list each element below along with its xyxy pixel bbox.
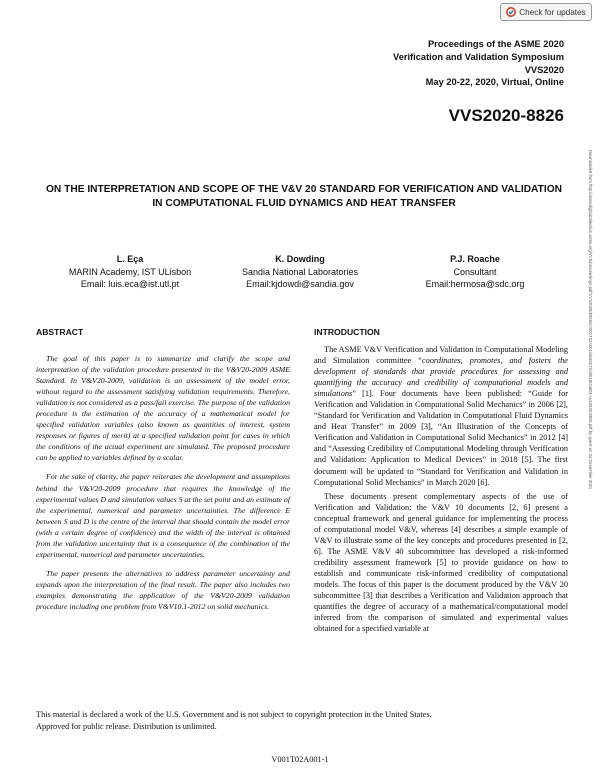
intro-text: ” [1]. Four documents have been published: “Guide for Verification and Validation in Computational Solid Mechanics” in 2006 [2], “Standard for Verification and Validation in Computational Fluid Dynamics and Heat Transfer” in 2009 [3], “An Illustration of the Concepts of Verification and Validation in Computational Solid Mechanics” in 2012 [4] and “Assessing Credibility of Computational Modeling through Verification and Validation: Application to Medical Devices” in 2018 [5]. The first document will be updated to “Standard for Verification and Validation in Computational Solid Mechanics” in March 2020 [6]. <box>314 389 568 487</box>
abstract-heading: ABSTRACT <box>36 327 84 337</box>
author-name: K. Dowding <box>275 254 325 264</box>
author-block <box>45 253 215 291</box>
introduction-paragraph <box>314 344 568 488</box>
proceedings-line-4: May 20-22, 2020, Virtual, Online <box>425 77 564 88</box>
abstract-paragraph: The paper presents the alternatives to address parameter uncertainty and expands upon the interpretation of the final result. The paper also includes two examples demonstrating the application of the V&V20-2009 validation procedure including one problem from V&V10.1-2012 on solid mechanics. <box>36 568 290 611</box>
paper-title: ON THE INTERPRETATION AND SCOPE OF THE V&V 20 STANDARD FOR VERIFICATION AND VALIDATION IN COMPUTATIONAL FLUID DYNAMICS AND HEAT TRANSFER <box>46 184 562 210</box>
intro-quote: coordinates, promotes, and fosters the development of standards that provide procedures for assessing and quantifying the accuracy and credibility of computational models and simulations <box>314 356 568 399</box>
paper-id: VVS2020-8826 <box>448 106 564 125</box>
page-number: V001T02A001-1 <box>271 755 329 764</box>
proceedings-block <box>393 38 564 89</box>
check-updates-icon <box>506 7 516 17</box>
introduction-heading: INTRODUCTION <box>314 327 380 337</box>
author-email: Email:hermosa@sdc.org <box>425 279 525 289</box>
author-affiliation: MARIN Academy, IST ULisbon <box>68 266 192 277</box>
author-name: L. Eça <box>116 254 144 264</box>
proceedings-line-2: Verification and Validation Symposium <box>393 51 564 62</box>
author-email: Email:kjdowdi@sandia.gov <box>246 279 354 289</box>
author-affiliation: Sandia National Laboratories <box>241 266 359 277</box>
copyright-line-2: Approved for public release. Distribution is unlimited. <box>36 721 217 731</box>
introduction-paragraph: These documents present complementary aspects of the use of Verification and Validation: the V&V 10 documents [2, 6] present a conceptual framework and general guidance for implementing the process of computational model V&V, whereas [4] describes a simple example of V&V to illustrate some of the key concepts and procedures presented in [2, 6]. The ASME V&V 40 subcommittee has developed a risk-informed credibility assessment framework [5] to provide guidance on how to establish and communicate risk-informed credibility of computational models. The focus of this paper is the document produced by the V&V 20 subcommittee [3] that describes a Verification and Validation approach that quantifies the degree of accuracy of a mathematical/computational model inferred from the comparison of simulated and experimental values obtained for a specified variable at <box>314 491 568 634</box>
check-for-updates-button[interactable] <box>500 3 592 21</box>
author-email: Email: luis.eca@ist.utl.pt <box>80 279 180 289</box>
copyright-line-1: This material is declared a work of the U.S. Government and is not subject to copyright protection in the United States. <box>36 710 432 719</box>
introduction-section <box>314 327 568 637</box>
proceedings-line-1: Proceedings of the ASME 2020 <box>427 39 564 49</box>
author-affiliation: Consultant <box>453 266 497 277</box>
author-block <box>220 253 380 291</box>
author-name: P.J. Roache <box>450 254 500 264</box>
copyright-notice <box>36 709 576 733</box>
abstract-section <box>36 327 290 620</box>
abstract-paragraph: The goal of this paper is to summarize and clarify the scope and interpretation of the validation procedure presented in the V&V20-2009 ASME Standard. In V&V20-2009, validation is an assessment of the model error, without regard to the assessment satisfying validation requirements. Therefore, validation is not considered as a pass/fail exercise. The purpose of the validation procedure is the estimation of the accuracy of a mathematical model for specified validation variables (also known as quantities of interest, system responses or figures of merit) at a specified validation point for cases in which the conditions of the actual experiment are simulated. The proposed procedure can be applied to variables defined by a scalar. <box>36 354 290 463</box>
intro-text: The ASME V&V Verification and Validation in Computational Modeling and Simulation committee “ <box>314 345 568 366</box>
check-updates-label: Check for updates <box>519 7 586 17</box>
author-block <box>395 253 555 291</box>
proceedings-line-3: VVS2020 <box>524 64 564 75</box>
download-watermark: Downloaded from http://asmedigitalcollection.asme.org/VVS/proceedings-pdf/VVS2020/83594/V001T02A001/6546572/v001t02a001-vvs2020-8826.pdf by guest on 24 December 2021 <box>588 150 593 490</box>
abstract-paragraph: For the sake of clarity, the paper reiterates the development and assumptions behind the V&V20-2009 procedure that requires the knowledge of the experimental values D and simulation values S at the set point and an estimate of the experimental, numerical and parameter uncertainties. The difference E between S and D is the centre of the interval that should contain the model error (with a certain degree of confidence) and the width of the interval is obtained from the validation uncertainty that is a consequence of the combination of the experimental, numerical and parameter uncertainties. <box>36 472 290 559</box>
